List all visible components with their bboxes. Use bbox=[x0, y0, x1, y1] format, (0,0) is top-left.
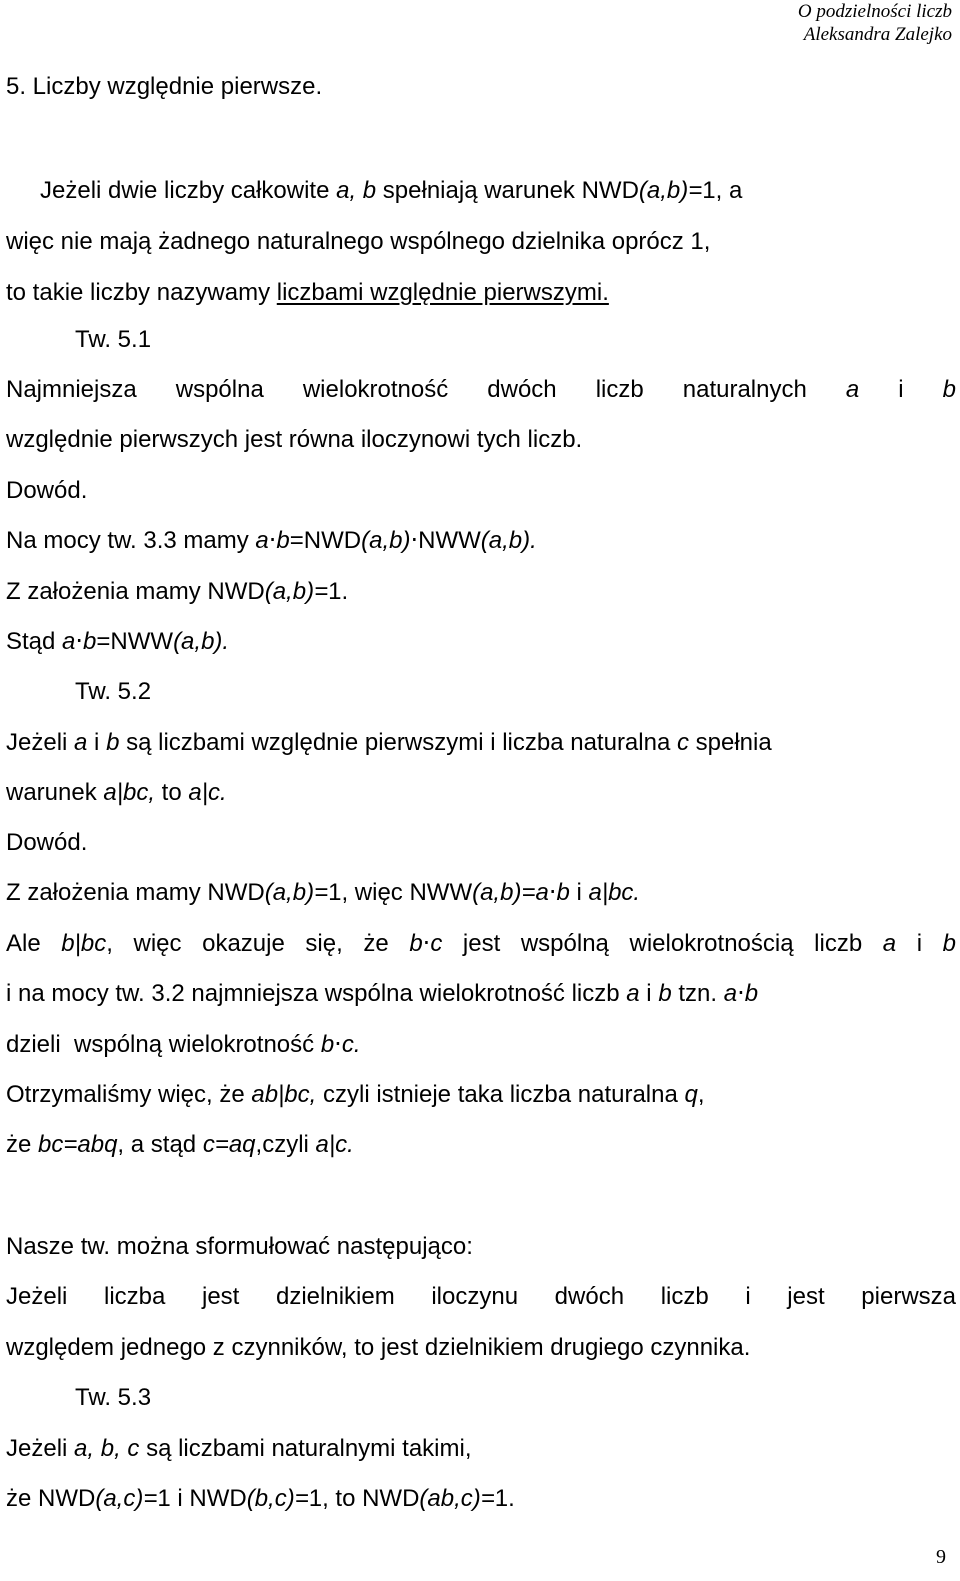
theorem-5-1-line-2: względnie pierwszych jest równa iloczynowi tych liczb. bbox=[6, 426, 583, 453]
definition-line-2: więc nie mają żadnego naturalnego wspólnego dzielnika oprócz 1, bbox=[6, 228, 711, 255]
reformulation-intro: Nasze tw. można sformułować następująco: bbox=[6, 1233, 473, 1260]
reformulation-line-2: względem jednego z czynników, to jest dzielnikiem drugiego czynnika. bbox=[6, 1334, 751, 1361]
theorem-5-1-line-1: Najmniejsza wspólna wielokrotność dwóch liczb naturalnych a i b bbox=[6, 376, 956, 403]
running-header bbox=[798, 0, 952, 46]
definition-line-3: to takie liczby nazywamy liczbami względnie pierwszymi. bbox=[6, 279, 609, 306]
theorem-5-1-label: Tw. 5.1 bbox=[75, 326, 152, 353]
proof-5-2-line-4: dzieli wspólną wielokrotność b⋅c. bbox=[6, 1031, 361, 1058]
definition-line-1: Jeżeli dwie liczby całkowite a, b spełniają warunek NWD(a,b)=1, a bbox=[40, 177, 743, 204]
header-title: O podzielności liczb bbox=[797, 1, 952, 22]
proof-5-1-label: Dowód. bbox=[6, 477, 88, 504]
proof-5-2-line-5: Otrzymaliśmy więc, że ab|bc, czyli istnieje taka liczba naturalna q, bbox=[6, 1081, 705, 1108]
header-author: Aleksandra Zalejko bbox=[803, 24, 952, 45]
proof-5-1-line-2: Z założenia mamy NWD(a,b)=1. bbox=[6, 578, 349, 605]
proof-5-2-line-6: że bc=abq, a stąd c=aq,czyli a|c. bbox=[6, 1131, 354, 1158]
theorem-5-3-line-1: Jeżeli a, b, c są liczbami naturalnymi takimi, bbox=[6, 1435, 472, 1462]
theorem-5-2-line-2: warunek a|bc, to a|c. bbox=[6, 779, 227, 806]
section-title: 5. Liczby względnie pierwsze. bbox=[6, 73, 323, 100]
defined-term: liczbami względnie pierwszymi. bbox=[276, 279, 609, 306]
theorem-5-3-line-2: że NWD(a,c)=1 i NWD(b,c)=1, to NWD(ab,c)=1. bbox=[6, 1485, 515, 1512]
reformulation-line-1: Jeżeli liczba jest dzielnikiem iloczynu dwóch liczb i jest pierwsza bbox=[6, 1283, 956, 1310]
theorem-5-2-label: Tw. 5.2 bbox=[75, 678, 152, 705]
page-number: 9 bbox=[936, 1546, 946, 1568]
proof-5-2-line-3: i na mocy tw. 3.2 najmniejsza wspólna wielokrotność liczb a i b tzn. a⋅b bbox=[6, 980, 759, 1007]
proof-5-2-label: Dowód. bbox=[6, 829, 88, 856]
proof-5-2-line-1: Z założenia mamy NWD(a,b)=1, więc NWW(a,b)=a⋅b i a|bc. bbox=[6, 879, 641, 906]
theorem-5-2-line-1: Jeżeli a i b są liczbami względnie pierwszymi i liczba naturalna c spełnia bbox=[6, 729, 772, 756]
proof-5-1-line-1: Na mocy tw. 3.3 mamy a⋅b=NWD(a,b)⋅NWW(a,b). bbox=[6, 527, 537, 554]
theorem-5-3-label: Tw. 5.3 bbox=[75, 1384, 152, 1411]
proof-5-2-line-2: Ale b|bc, więc okazuje się, że b⋅c jest wspólną wielokrotnością liczb a i b bbox=[6, 930, 957, 957]
proof-5-1-line-3: Stąd a⋅b=NWW(a,b). bbox=[6, 628, 230, 655]
